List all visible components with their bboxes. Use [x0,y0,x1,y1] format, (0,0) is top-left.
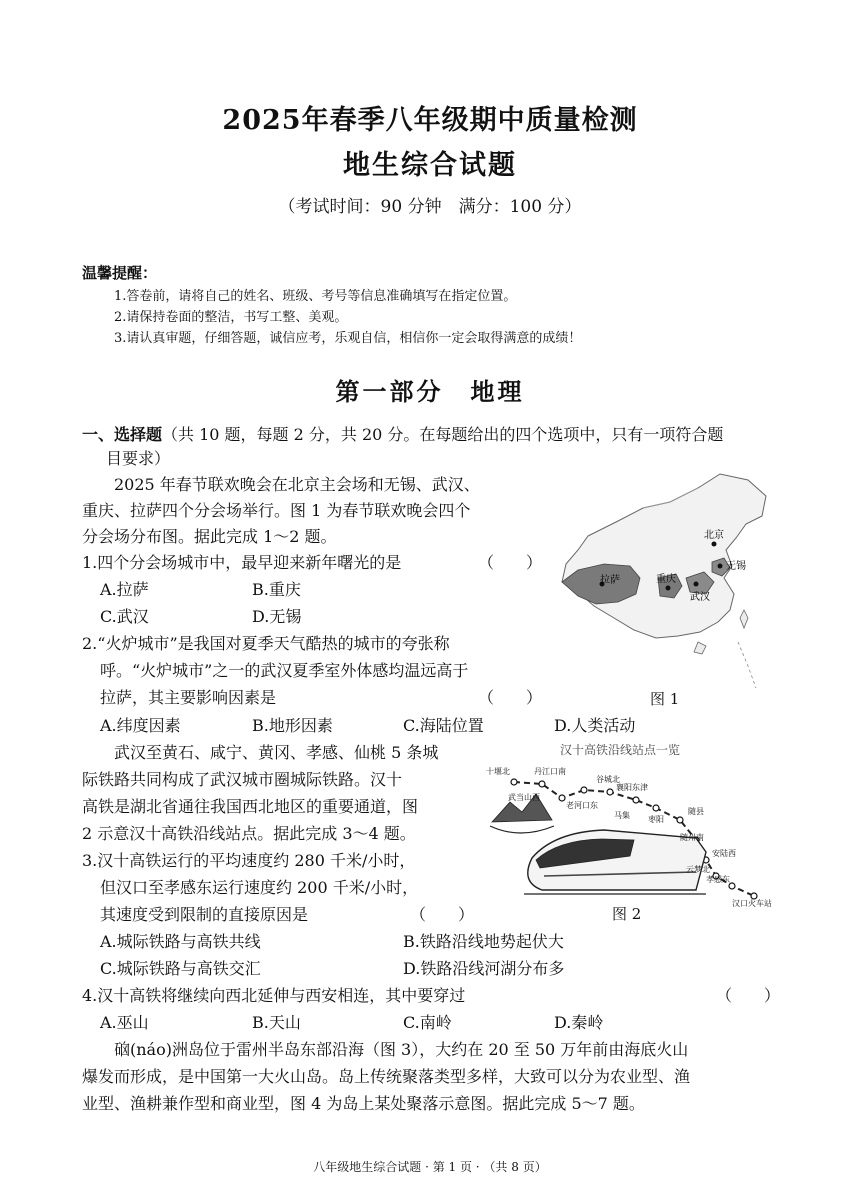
passage-line: 业型、渔耕兼作型和商业型，图 4 为岛上某处聚落示意图。据此完成 5～7 题。 [82,1094,645,1113]
question-stem: 1.四个分会场城市中，最早迎来新年曙光的是 [82,553,402,572]
option-a[interactable]: A.城际铁路与高铁共线 [100,932,261,951]
figure1-caption: 图 1 [650,690,680,708]
exam-title: 2025年春季八年级期中质量检测 [222,105,638,136]
section-instruction-cont: 目要求） [106,449,171,468]
passage-line: 爆发而形成，是中国第一大火山岛。岛上传统聚落类型多样，大致可以分为农业型、渔 [82,1067,691,1086]
map-label-wuhan: 武汉 [690,592,710,603]
passage-line: 2025 年春节联欢晚会在北京主会场和无锡、武汉、 [114,475,480,494]
station-label: 汉口火车站 [732,899,772,908]
option-b[interactable]: B.铁路沿线地势起伏大 [403,932,564,951]
map-label-chongqing: 重庆 [656,574,676,585]
map-label-wuxi: 无锡 [726,561,746,572]
passage-line: 2 示意汉十高铁沿线站点。据此完成 3～4 题。 [82,824,416,843]
tips-label: 温馨提醒： [82,264,158,282]
station-label: 马集 [614,811,630,820]
question-stem: 拉萨，其主要影响因素是 [100,688,277,707]
option-a[interactable]: A.巫山 [100,1013,149,1032]
answer-paren[interactable]: （ ） [478,688,543,707]
option-d[interactable]: D.秦岭 [554,1013,604,1032]
tip-item: 2.请保持卷面的整洁，书写工整、美观。 [114,310,348,325]
wuhan-dot [694,582,699,587]
option-a[interactable]: A.纬度因素 [100,716,181,735]
option-c[interactable]: C.武汉 [100,607,149,626]
station-label: 随州南 [680,833,704,842]
station-label: 枣阳 [648,815,664,824]
passage-line: 分会场分布图。据此完成 1～2 题。 [82,527,337,546]
option-c[interactable]: C.海陆位置 [403,716,484,735]
station-label: 武当山西 [508,793,540,802]
option-a[interactable]: A.拉萨 [100,580,149,599]
taiwan-island [740,610,748,628]
option-b[interactable]: B.天山 [252,1013,301,1032]
station-label: 安陆西 [712,849,736,858]
tip-item: 1.答卷前，请将自己的姓名、班级、考号等信息准确填写在指定位置。 [114,289,517,304]
question-stem: 2.“火炉城市”是我国对夏季天气酷热的城市的夸张称 [82,634,450,653]
passage-line: 际铁路共同构成了武汉城市圈城际铁路。汉十 [82,770,403,789]
passage-line: 硇(náo)洲岛位于雷州半岛东部沿海（图 3），大约在 20 至 50 万年前由海底火山 [114,1040,689,1059]
section-heading: 一、选择题 [82,425,163,444]
station-label: 谷城北 [596,775,620,784]
figure2-railway-diagram [484,760,784,910]
station-label: 丹江口南 [534,767,566,776]
question-stem: 3.汉十高铁运行的平均速度约 280 千米/小时， [82,851,416,870]
exam-subtitle: 地生综合试题 [343,150,517,181]
answer-paren[interactable]: （ ） [478,553,543,572]
answer-paren[interactable]: （ ） [410,905,475,924]
station-label: 十堰北 [486,767,510,776]
map-label-beijing: 北京 [704,530,724,541]
china-outline [562,474,766,638]
question-stem: 呼。“火炉城市”之一的武汉夏季室外体感均温远高于 [100,661,469,680]
figure2-caption: 图 2 [612,905,642,923]
section-heading-line [82,422,723,445]
station-label: 随县 [688,807,704,816]
station-label: 老河口东 [566,801,598,810]
option-b[interactable]: B.重庆 [252,580,301,599]
question-stem: 4.汉十高铁将继续向西北延伸与西安相连，其中要穿过 [82,986,466,1005]
section-instruction: （共 10 题，每题 2 分，共 20 分。在每题给出的四个选项中，只有一项符合题 [162,425,724,444]
figure2-title: 汉十高铁沿线站点一览 [560,743,681,757]
part-title: 第一部分 地理 [335,377,525,406]
option-d[interactable]: D.无锡 [252,607,302,626]
beijing-dot [712,542,717,547]
station-label: 孝感东 [706,875,730,884]
tip-item: 3.请认真审题，仔细答题，诚信应考，乐观自信，相信你一定会取得满意的成绩！ [114,331,582,346]
option-d[interactable]: D.人类活动 [554,716,636,735]
question-stem: 其速度受到限制的直接原因是 [100,905,309,924]
option-d[interactable]: D.铁路沿线河湖分布多 [403,959,565,978]
wuxi-dot [718,564,723,569]
hainan-island [694,642,706,654]
passage-line: 高铁是湖北省通往我国西北地区的重要通道，图 [82,797,419,816]
passage-line: 武汉至黄石、咸宁、黄冈、孝感、仙桃 5 条城 [114,743,439,762]
option-b[interactable]: B.地形因素 [252,716,333,735]
option-c[interactable]: C.南岭 [403,1013,452,1032]
answer-paren[interactable]: （ ） [716,986,781,1005]
map-label-lhasa: 拉萨 [600,575,620,586]
exam-info: （考试时间：90 分钟 满分：100 分） [278,197,582,217]
station-label: 云梦北 [686,865,710,874]
chongqing-dot [666,586,671,591]
question-stem: 但汉口至孝感东运行速度约 200 千米/小时， [100,878,419,897]
station-label: 襄阳东津 [616,783,648,792]
page-footer: 八年级地生综合试题 · 第 1 页 · （共 8 页） [313,1160,547,1174]
option-c[interactable]: C.城际铁路与高铁交汇 [100,959,261,978]
figure1-china-map [548,466,786,692]
passage-line: 重庆、拉萨四个分会场举行。图 1 为春节联欢晚会四个 [82,501,471,520]
